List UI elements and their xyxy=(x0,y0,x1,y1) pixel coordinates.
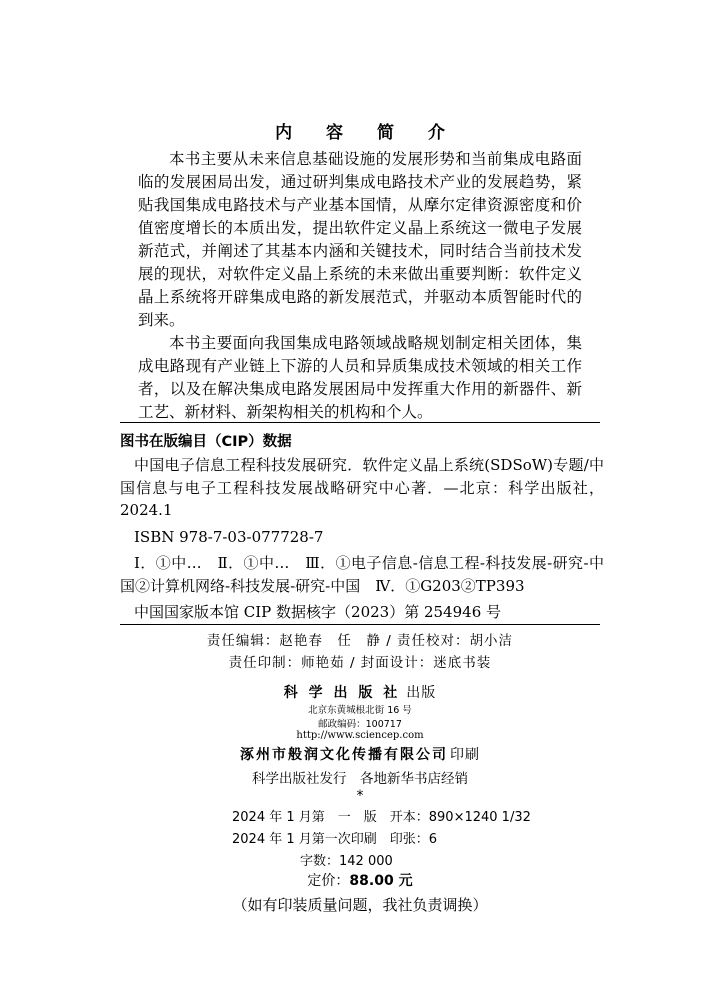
printer-name: 涿州市般润文化传播有限公司 xyxy=(240,747,448,763)
cip-entry: 中国电子信息工程科技发展研究．软件定义晶上系统(SDSoW)专题/中国信息与电子工程科技发展战略研究中心著．—北京：科学出版社，2024.1 xyxy=(120,456,604,519)
cip-record xyxy=(120,454,604,628)
cip-classification: Ⅰ．①中… Ⅱ．①中… Ⅲ．①电子信息-信息工程-科技发展-研究-中国②计算机网络-科技发展-研究-中国 Ⅳ．①G203②TP393 xyxy=(120,554,604,595)
separator-asterisk: * xyxy=(356,788,364,804)
distribution-line: 科学出版社发行 各地新华书店经销 xyxy=(252,771,468,787)
summary-title: 内 容 简 介 xyxy=(275,123,459,143)
editor-credits: 责任编辑：赵艳春 任 静 / 责任校对：胡小洁 xyxy=(206,633,514,649)
publisher-action: 出版 xyxy=(406,685,437,701)
publisher-website: http://www.sciencep.com xyxy=(296,730,424,741)
price-label: 定价： xyxy=(307,873,350,889)
cip-bottom-rule xyxy=(120,624,600,625)
publisher-address: 北京东黄城根北街 16 号 xyxy=(308,705,412,716)
printer-line xyxy=(0,744,720,764)
printing-info: 2024 年 1 月第一次印刷 印张：6 xyxy=(232,832,438,847)
word-count: 字数：142 000 xyxy=(300,854,393,869)
quality-notice: （如有印装质量问题，我社负责调换） xyxy=(232,896,488,914)
cip-isbn: ISBN 978-7-03-077728-7 xyxy=(134,527,324,546)
price-line xyxy=(0,870,720,890)
edition-info: 2024 年 1 月第 一 版 开本：890×1240 1/32 xyxy=(232,810,531,825)
summary-paragraph: 本书主要面向我国集成电路领域战略规划制定相关团体，集成电路现有产业链上下游的人员和异质集成技术领域的相关工作者，以及在解决集成电路发展困局中发挥重大作用的新器件、新工艺、新材料、新架构相关的机构和个人。 xyxy=(138,334,582,421)
price-value: 88.00 元 xyxy=(349,873,413,889)
printer-action: 印刷 xyxy=(450,747,480,763)
cip-heading: 图书在版编目（CIP）数据 xyxy=(120,434,292,450)
summary-body xyxy=(138,148,582,424)
publisher-name: 科 学 出 版 社 xyxy=(283,685,401,701)
publisher-line xyxy=(0,682,720,702)
production-credits: 责任印制：师艳茹 / 封面设计：迷底书装 xyxy=(228,655,492,671)
cip-top-rule xyxy=(120,422,600,423)
cip-record-number: 中国国家版本馆 CIP 数据核字（2023）第 254946 号 xyxy=(134,603,502,621)
publisher-postcode: 邮政编码：100717 xyxy=(318,719,402,730)
summary-paragraph: 本书主要从未来信息基础设施的发展形势和当前集成电路面临的发展困局出发，通过研判集成电路技术产业的发展趋势，紧贴我国集成电路技术与产业基本国情，从摩尔定律资源密度和价值密度增长的本质出发，提出软件定义晶上系统这一微电子发展新范式，并阐述了其基本内涵和关键技术，同时结合当前技术发展的现状，对软件定义晶上系统的未来做出重要判断：软件定义晶上系统将开辟集成电路的新发展范式，并驱动本质智能时代的到来。 xyxy=(138,150,582,329)
